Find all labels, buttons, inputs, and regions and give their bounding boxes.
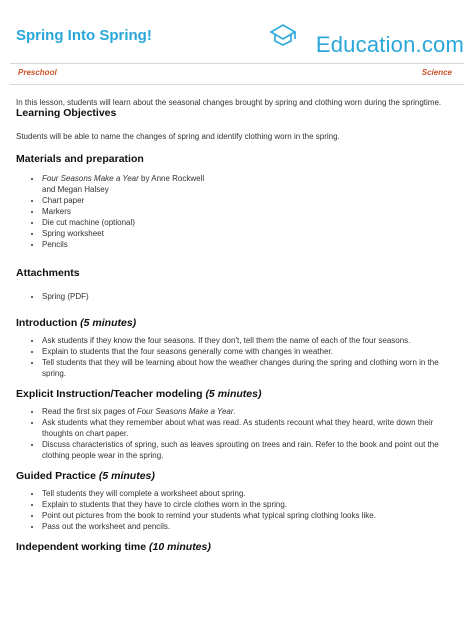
materials-list <box>16 173 460 250</box>
list-item <box>42 173 460 195</box>
introduction-section <box>16 318 460 379</box>
independent-section <box>16 542 460 553</box>
page-header <box>0 0 474 60</box>
book-author: by Anne Rockwell <box>138 174 205 183</box>
explicit-heading-text: Explicit Instruction/Teacher modeling <box>16 388 203 400</box>
explicit-item-prefix: Read the first six pages of <box>42 407 137 416</box>
list-item: • Point out pictures from the book to remind your students what typical spring clothing looks like. <box>42 510 460 521</box>
list-item: • Tell students that they will be learning about how the weather changes during the spring and clothing worn in the spring. <box>42 357 460 379</box>
page-title: Spring Into Spring! <box>16 27 152 44</box>
list-item <box>42 406 460 417</box>
explicit-section <box>16 389 460 461</box>
guided-heading-text: Guided Practice <box>16 470 96 482</box>
materials-section <box>16 154 460 250</box>
list-item: • Discuss characteristics of spring, such as leaves sprouting on trees and rain. Refer to the book and point out the clothing people wear in the spring. <box>42 439 460 461</box>
list-item: • Tell students they will complete a worksheet about spring. <box>42 488 460 499</box>
explicit-heading <box>16 389 460 400</box>
independent-time: (10 minutes) <box>149 541 211 553</box>
list-item: • Explain to students that they have to circle clothes worn in the spring. <box>42 499 460 510</box>
book-author-cont: and Megan Halsey <box>42 185 109 194</box>
materials-heading: Materials and preparation <box>16 153 144 165</box>
list-item: • Explain to students that the four seasons generally come with changes in weather. <box>42 346 460 357</box>
attachments-list <box>16 291 460 302</box>
introduction-heading <box>16 318 460 329</box>
introduction-time: (5 minutes) <box>80 317 137 329</box>
list-item: • Ask students what they remember about what was read. As students recount what they heard, write down their thoughts on chart paper. <box>42 417 460 439</box>
explicit-list <box>16 406 460 461</box>
education-logo-icon <box>268 22 298 48</box>
education-logo[interactable] <box>264 22 464 60</box>
list-item: • Pencils <box>42 239 460 250</box>
meta-bar <box>10 63 464 85</box>
guided-heading <box>16 471 460 482</box>
attachment-link[interactable]: • Spring (PDF) <box>42 291 460 302</box>
introduction-heading-text: Introduction <box>16 317 78 329</box>
lesson-content <box>16 97 460 565</box>
objectives-section <box>16 108 460 142</box>
list-item: • Ask students if they know the four seasons. If they don't, tell them the name of each of the four seasons. <box>42 335 460 346</box>
objectives-heading: Learning Objectives <box>16 107 117 119</box>
guided-time: (5 minutes) <box>98 470 155 482</box>
objectives-text: Students will be able to name the changes of spring and identify clothing worn in the spring. <box>16 132 340 141</box>
list-item: • Spring worksheet <box>42 228 460 239</box>
book-title: Four Seasons Make a Year <box>42 174 139 183</box>
guided-list <box>16 488 460 532</box>
list-item: • Markers <box>42 206 460 217</box>
guided-section <box>16 471 460 532</box>
attachments-section <box>16 268 460 302</box>
explicit-item-suffix: . <box>233 407 236 416</box>
attachments-heading: Attachments <box>16 267 80 279</box>
list-item: • Die cut machine (optional) <box>42 217 460 228</box>
explicit-book-title: Four Seasons Make a Year <box>136 407 234 416</box>
independent-heading-text: Independent working time <box>16 541 147 553</box>
subject-label: Science <box>421 68 452 77</box>
list-item: • Chart paper <box>42 195 460 206</box>
independent-heading <box>16 542 460 553</box>
grade-label: Preschool <box>18 68 57 77</box>
logo-text: Education.com <box>315 32 464 57</box>
intro-text: In this lesson, students will learn about the seasonal changes brought by spring and clothing worn during the springtime. <box>16 98 442 107</box>
introduction-list <box>16 335 460 379</box>
explicit-time: (5 minutes) <box>205 388 262 400</box>
list-item: • Pass out the worksheet and pencils. <box>42 521 460 532</box>
